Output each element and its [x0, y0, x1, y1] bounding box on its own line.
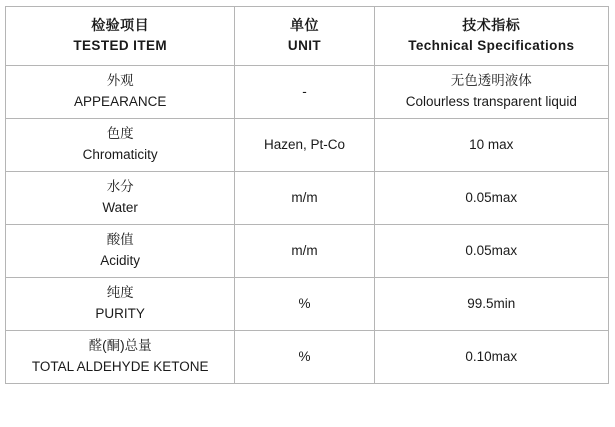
spec-en: 0.05max [465, 242, 518, 258]
item-zh: 水分 [106, 179, 134, 195]
item-en: Acidity [100, 253, 141, 268]
cell-unit-total-aldehyde-ketone [235, 331, 374, 384]
spec-en: 0.10max [465, 348, 518, 364]
item-en: APPEARANCE [74, 94, 167, 109]
unit-value: m/m [291, 242, 318, 258]
cell-item-water [6, 172, 235, 225]
unit-value: Hazen, Pt-Co [263, 136, 345, 152]
header-unit-zh: 单位 [289, 16, 319, 33]
cell-item-appearance [6, 66, 235, 119]
cell-unit-chromaticity [235, 119, 374, 172]
table-row [6, 278, 609, 331]
spec-en: 10 max [469, 136, 514, 152]
unit-value: - [302, 83, 307, 99]
cell-spec-appearance [374, 66, 608, 119]
item-en: Water [102, 200, 138, 215]
header-cell-tested-item [6, 7, 235, 66]
table-row [6, 66, 609, 119]
unit-value: % [298, 348, 311, 364]
header-cell-unit [235, 7, 374, 66]
header-cell-technical-specifications [374, 7, 608, 66]
table-header-row [6, 7, 609, 66]
cell-spec-purity [374, 278, 608, 331]
cell-spec-total-aldehyde-ketone [374, 331, 608, 384]
cell-item-purity [6, 278, 235, 331]
item-en: PURITY [95, 306, 145, 321]
cell-unit-water [235, 172, 374, 225]
cell-item-acidity [6, 225, 235, 278]
item-zh: 酸值 [106, 232, 134, 248]
item-zh: 醛(酮)总量 [88, 338, 152, 354]
table-row [6, 225, 609, 278]
item-zh: 外观 [106, 73, 134, 89]
table-row [6, 331, 609, 384]
table-row [6, 172, 609, 225]
header-tested-item-zh: 检验项目 [91, 16, 150, 33]
header-unit-en: UNIT [287, 38, 322, 54]
unit-value: m/m [291, 189, 318, 205]
item-en: Chromaticity [82, 147, 158, 162]
item-zh: 纯度 [106, 285, 134, 301]
cell-spec-water [374, 172, 608, 225]
spec-en: 0.05max [465, 189, 518, 205]
header-spec-en: Technical Specifications [408, 38, 575, 54]
cell-spec-chromaticity [374, 119, 608, 172]
item-zh: 色度 [106, 126, 134, 142]
item-en: TOTAL ALDEHYDE KETONE [31, 359, 209, 374]
spec-zh: 无色透明液体 [450, 73, 532, 89]
cell-unit-appearance [235, 66, 374, 119]
spec-en: Colourless transparent liquid [405, 94, 577, 109]
header-tested-item-en: TESTED ITEM [73, 38, 168, 54]
table-row [6, 119, 609, 172]
cell-item-chromaticity [6, 119, 235, 172]
spec-en: 99.5min [467, 295, 516, 311]
cell-item-total-aldehyde-ketone [6, 331, 235, 384]
unit-value: % [298, 295, 311, 311]
specification-table [5, 6, 609, 384]
cell-unit-purity [235, 278, 374, 331]
cell-unit-acidity [235, 225, 374, 278]
header-spec-zh: 技术指标 [462, 16, 521, 33]
cell-spec-acidity [374, 225, 608, 278]
